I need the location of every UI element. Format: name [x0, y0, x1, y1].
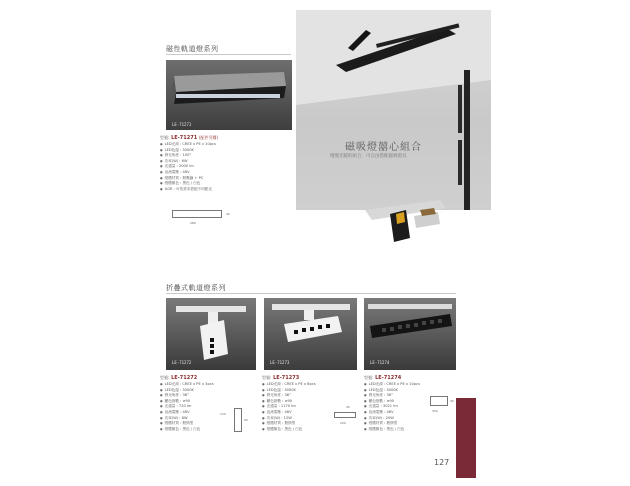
product-photo-71274: [364, 298, 456, 370]
model-prefix: 型號:: [160, 135, 170, 140]
spec-row: ● 直流電壓 : 48V: [160, 170, 290, 176]
spec-row: ● LED色溫 : 3000K: [364, 388, 456, 394]
model-number: LE-71273: [273, 375, 300, 381]
model-note: (配件另購): [198, 135, 219, 140]
spec-row: ● 功率(W) : 20W: [364, 416, 456, 422]
spec-row: ● UGR : 可依需求搭配不同配光: [160, 187, 290, 193]
spec-row: ● 功率(W) : 8W: [160, 416, 258, 422]
spec-row: ● LED光源 : CREE x PE x 10pcs: [364, 382, 456, 388]
spec-row: ● 發光角度 : 100°: [160, 153, 290, 159]
track-light-bar-image: [166, 60, 292, 130]
spec-row: ● 功率(W) : 12W: [262, 416, 358, 422]
spec-row: ● 功率(W) : 6W: [160, 159, 290, 165]
page-number: 127: [434, 458, 450, 467]
spec-row: ● 顯色指數 : ≥90: [364, 399, 456, 405]
model-line: [160, 134, 290, 142]
model-prefix: 型號:: [160, 375, 170, 380]
spec-row: ● 直流電壓 : 48V: [160, 410, 258, 416]
model-line: [364, 374, 456, 382]
spec-row: ● LED光源 : CREE x PE x 6pcs: [262, 382, 358, 388]
spec-row: ● LED色溫 : 3000K: [262, 388, 358, 394]
spec-row: ● 燈體顏色 : 黑色 / 白色: [160, 427, 258, 433]
section-title-folding: 折疊式軌道燈系列: [166, 284, 226, 292]
dimension-height: 30: [450, 399, 454, 403]
spec-row: ● LED色溫 : 3000K: [160, 388, 258, 394]
section-title-magnetic: 磁性軌道燈系列: [166, 45, 219, 53]
spec-row: ● 直流電壓 : 48V: [262, 410, 358, 416]
spec-row: ● 燈體材質 : 鋁擠型: [262, 421, 358, 427]
spec-row: ● LED色溫 : 3000K: [160, 148, 290, 154]
product-photo-71273: [264, 298, 357, 370]
spec-row: ● 燈體材質 : 鋁擠型: [160, 421, 258, 427]
spec-row: ● 光通量 : 3021 lm: [364, 404, 456, 410]
spec-row: ● 光通量 : 720 lm: [160, 404, 258, 410]
photo-code-label: LE-71272: [172, 360, 192, 365]
spec-row: ● 燈體顏色 : 黑色 / 白色: [364, 427, 456, 433]
dimension-drawing-71272: [234, 408, 242, 432]
dimension-length: 280: [190, 221, 196, 225]
model-number: LE-71272: [171, 375, 198, 381]
spec-row: ● 直流電壓 : 48V: [364, 410, 456, 416]
spec-row: ● 發光角度 : 36°: [364, 393, 456, 399]
hero-image: [296, 10, 491, 210]
connector-image: [360, 196, 450, 246]
spec-row: ● 燈體顏色 : 黑色 / 白色: [262, 427, 358, 433]
dimension-drawing-71271: [172, 210, 222, 218]
connector-detail-photo: [360, 196, 450, 246]
spec-row: ● 光通量 : 1170 lm: [262, 404, 358, 410]
section-rule: [166, 54, 291, 55]
dimension-height: 95: [244, 418, 248, 422]
model-number: LE-71271: [171, 135, 198, 141]
dimension-length: 220: [340, 421, 346, 425]
model-number: LE-71274: [375, 375, 402, 381]
dimension-drawing-71273: [334, 412, 356, 418]
spec-row: ● 發光角度 : 36°: [262, 393, 358, 399]
model-line: [262, 374, 358, 382]
product-photo-71271: [166, 60, 292, 130]
magnetic-track-scene: [296, 10, 491, 210]
photo-code-label: LE-71271: [172, 122, 192, 127]
dimension-height: 30: [346, 405, 350, 409]
dimension-length: 120: [220, 412, 226, 416]
spec-block-71271: [160, 134, 290, 192]
photo-code-label: LE-71273: [270, 360, 290, 365]
spec-row: ● 顯色指數 : ≥90: [262, 399, 358, 405]
spec-block-71272: [160, 374, 258, 432]
hero-title: 磁吸燈囍心組合: [345, 142, 422, 153]
spec-row: ● LED光源 : CREE x PE x 10pcs: [160, 142, 290, 148]
hero-subtitle: 慢慢光暖的組合，可自由搭配磁吸燈具: [330, 154, 407, 159]
spec-row: ● 燈體材質 : 鋁壓鑄 + PC: [160, 176, 290, 182]
page-edge-tab: [456, 398, 476, 478]
product-photo-71272: [166, 298, 256, 370]
spec-row: ● 光通量 : 2000 lm: [160, 164, 290, 170]
section-rule: [166, 293, 456, 294]
model-line: [160, 374, 258, 382]
photo-code-label: LE-71274: [370, 360, 390, 365]
spec-row: ● LED光源 : CREE x PE x 3pcs: [160, 382, 258, 388]
model-prefix: 型號:: [364, 375, 374, 380]
spec-row: ● 燈體顏色 : 黑色 / 白色: [160, 181, 290, 187]
spec-row: ● 顯色指數 : ≥90: [160, 399, 258, 405]
model-prefix: 型號:: [262, 375, 272, 380]
dimension-height: 40: [226, 212, 230, 216]
dimension-length: 350: [432, 409, 438, 413]
dimension-drawing-71274: [430, 396, 448, 406]
spec-row: ● 發光角度 : 36°: [160, 393, 258, 399]
spec-row: ● 燈體材質 : 鋁擠型: [364, 421, 456, 427]
